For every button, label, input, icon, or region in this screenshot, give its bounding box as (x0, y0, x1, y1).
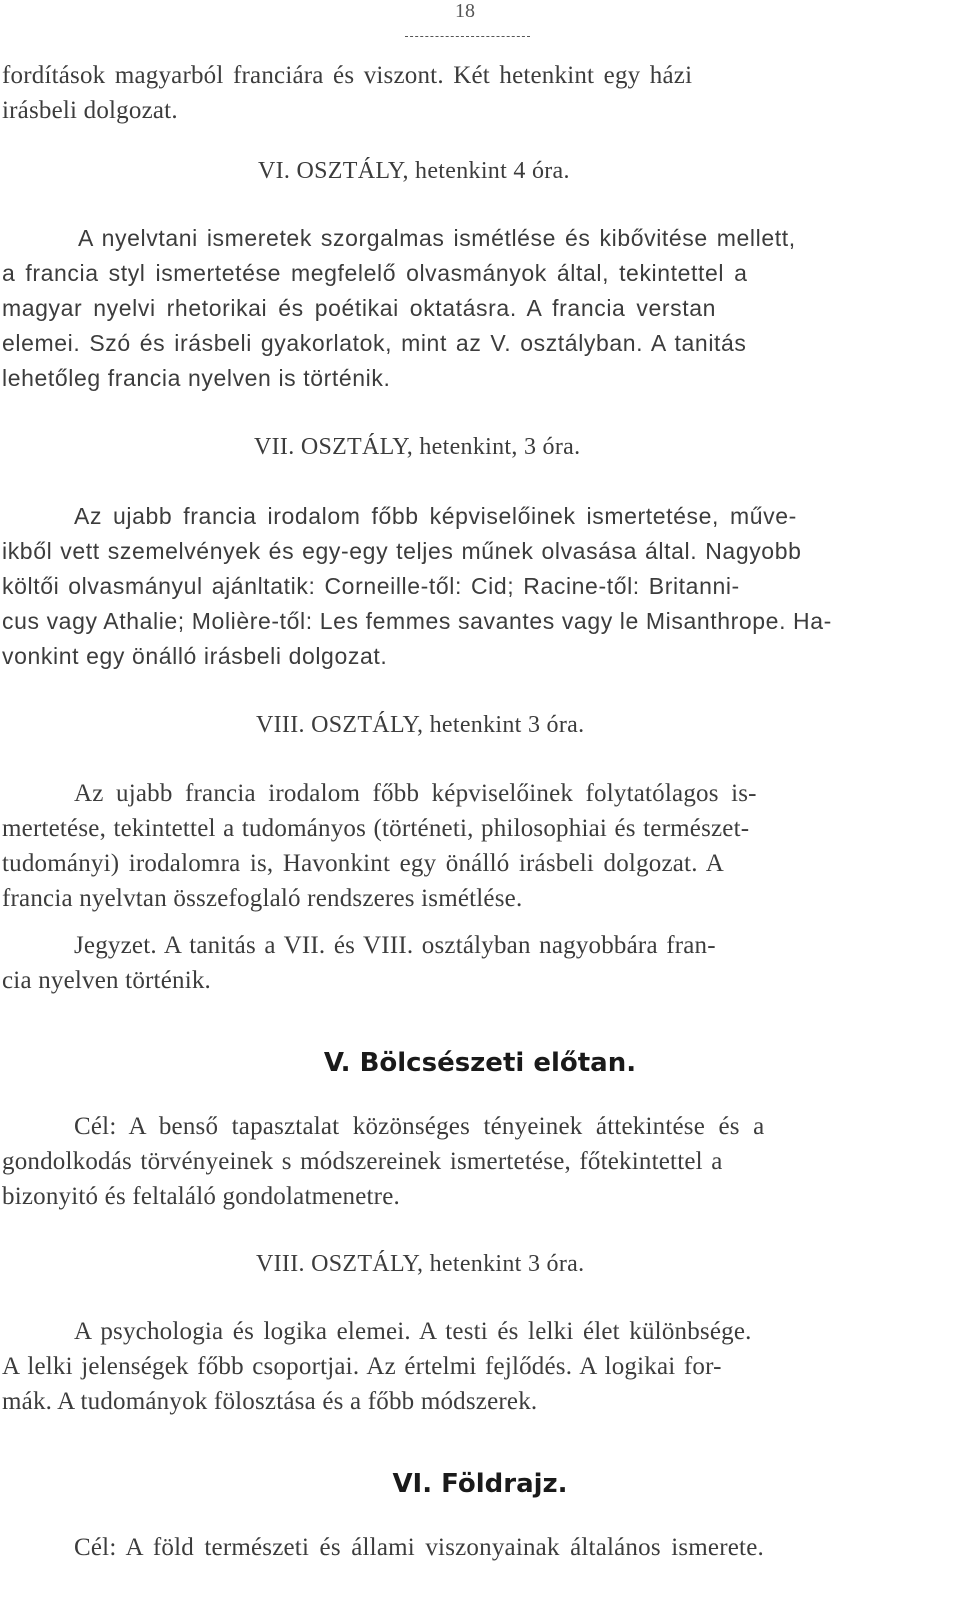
page-number-rule (405, 36, 530, 37)
class-heading: VIII. OSZTÁLY, hetenkint 3 óra. (256, 1251, 585, 1277)
text-line: elemei. Szó és irásbeli gyakorlatok, mint az V. osztályban. A tanitás (2, 330, 747, 356)
page-number: 18 (455, 0, 475, 22)
text-line: lehetőleg francia nyelven is történik. (2, 365, 391, 391)
class-heading: VI. OSZTÁLY, hetenkint 4 óra. (258, 158, 570, 184)
text-line: A psychologia és logika elemei. A testi és lelki élet különbsége. (74, 1318, 752, 1345)
text-line: irásbeli dolgozat. (2, 97, 178, 124)
class-heading: VIII. OSZTÁLY, hetenkint 3 óra. (256, 712, 585, 738)
text-line: vonkint egy önálló irásbeli dolgozat. (2, 643, 388, 669)
text-line: A lelki jelenségek főbb csoportjai. Az értelmi fejlődés. A logikai for- (2, 1353, 722, 1380)
note-line: Jegyzet. A tanitás a VII. és VIII. osztályban nagyobbára fran- (74, 932, 716, 959)
text-line: A nyelvtani ismeretek szorgalmas ismétlése és kibővitése mellett, (78, 225, 796, 251)
text-line: cus vagy Athalie; Molière-től: Les femmes savantes vagy le Misanthrope. Ha- (2, 608, 832, 634)
text-line: költői olvasmányul ajánltatik: Corneille-től: Cid; Racine-től: Britanni- (2, 573, 740, 599)
text-line: ikből vett szemelvények és egy-egy teljes műnek olvasása által. Nagyobb (2, 538, 802, 564)
note-line: cia nyelven történik. (2, 967, 211, 994)
text-line: bizonyitó és feltaláló gondolatmenetre. (2, 1183, 400, 1210)
text-line: mák. A tudományok fölosztása és a főbb módszerek. (2, 1388, 538, 1415)
text-line: Cél: A benső tapasztalat közönséges tényeinek áttekintése és a (74, 1113, 765, 1140)
text-line: mertetése, tekintettel a tudományos (történeti, philosophiai és természet- (2, 815, 750, 842)
text-line: tudományi) irodalomra is, Havonkint egy önálló irásbeli dolgozat. A (2, 850, 724, 877)
text-line: Cél: A föld természeti és állami viszonyainak általános ismerete. (74, 1534, 764, 1561)
class-heading: VII. OSZTÁLY, hetenkint, 3 óra. (254, 434, 581, 460)
text-line: fordítások magyarból franciára és viszont. Két hetenkint egy házi (2, 62, 693, 89)
text-line: gondolkodás törvényeinek s módszereinek ismertetése, főtekintettel a (2, 1148, 723, 1175)
text-line: francia nyelvtan összefoglaló rendszeres ismétlése. (2, 885, 523, 912)
section-title: V. Bölcsészeti előtan. (323, 1048, 637, 1078)
section-title: VI. Földrajz. (392, 1469, 568, 1499)
text-line: magyar nyelvi rhetorikai és poétikai oktatásra. A francia verstan (2, 295, 717, 321)
text-line: a francia styl ismertetése megfelelő olvasmányok által, tekintettel a (2, 260, 748, 286)
text-line: Az ujabb francia irodalom főbb képviselőinek ismertetése, műve- (74, 503, 797, 529)
text-line: Az ujabb francia irodalom főbb képviselőinek folytatólagos is- (74, 780, 757, 807)
